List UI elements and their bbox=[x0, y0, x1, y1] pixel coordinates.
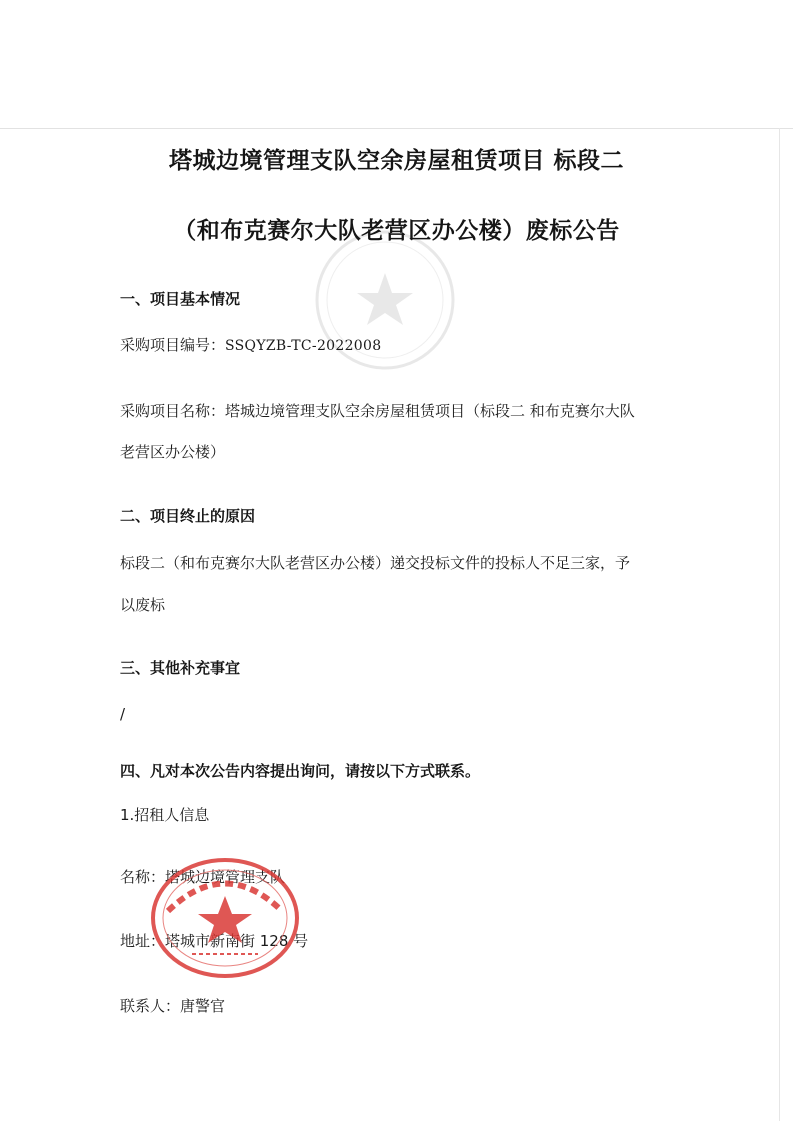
project-name-line-2: 老营区办公楼） bbox=[120, 443, 226, 461]
project-number-row bbox=[120, 334, 381, 355]
tenderer-contact: 联系人：唐警官 bbox=[120, 997, 226, 1015]
project-number-value: SSQYZB-TC-2022008 bbox=[225, 338, 382, 354]
section-3-heading: 三、其他补充事宜 bbox=[120, 659, 241, 677]
termination-reason-line-1: 标段二（和布克赛尔大队老营区办公楼）递交投标文件的投标人不足三家，予 bbox=[120, 554, 631, 572]
project-name-line-1: 采购项目名称：塔城边境管理支队空余房屋租赁项目（标段二 和布克赛尔大队 bbox=[120, 402, 635, 420]
tenderer-name: 名称：塔城边境管理支队 bbox=[120, 868, 286, 886]
tenderer-info-heading: 1.招租人信息 bbox=[120, 806, 210, 824]
section-2-heading: 二、项目终止的原因 bbox=[120, 507, 256, 525]
project-number-label: 采购项目编号： bbox=[120, 336, 226, 354]
supplementary-content: / bbox=[120, 705, 126, 723]
title-line-2: （和布克赛尔大队老营区办公楼）废标公告 bbox=[173, 218, 620, 244]
termination-reason-line-2: 以废标 bbox=[120, 596, 166, 614]
section-4-heading: 四、凡对本次公告内容提出询问，请按以下方式联系。 bbox=[120, 762, 481, 780]
title-line-1: 塔城边境管理支队空余房屋租赁项目 标段二 bbox=[168, 148, 624, 174]
section-1-heading: 一、项目基本情况 bbox=[120, 290, 241, 308]
scan-edge-line-right bbox=[779, 128, 780, 1121]
tenderer-address: 地址：塔城市新南街 128 号 bbox=[120, 932, 309, 950]
scan-edge-line bbox=[0, 128, 793, 129]
official-seal-icon bbox=[148, 856, 302, 980]
